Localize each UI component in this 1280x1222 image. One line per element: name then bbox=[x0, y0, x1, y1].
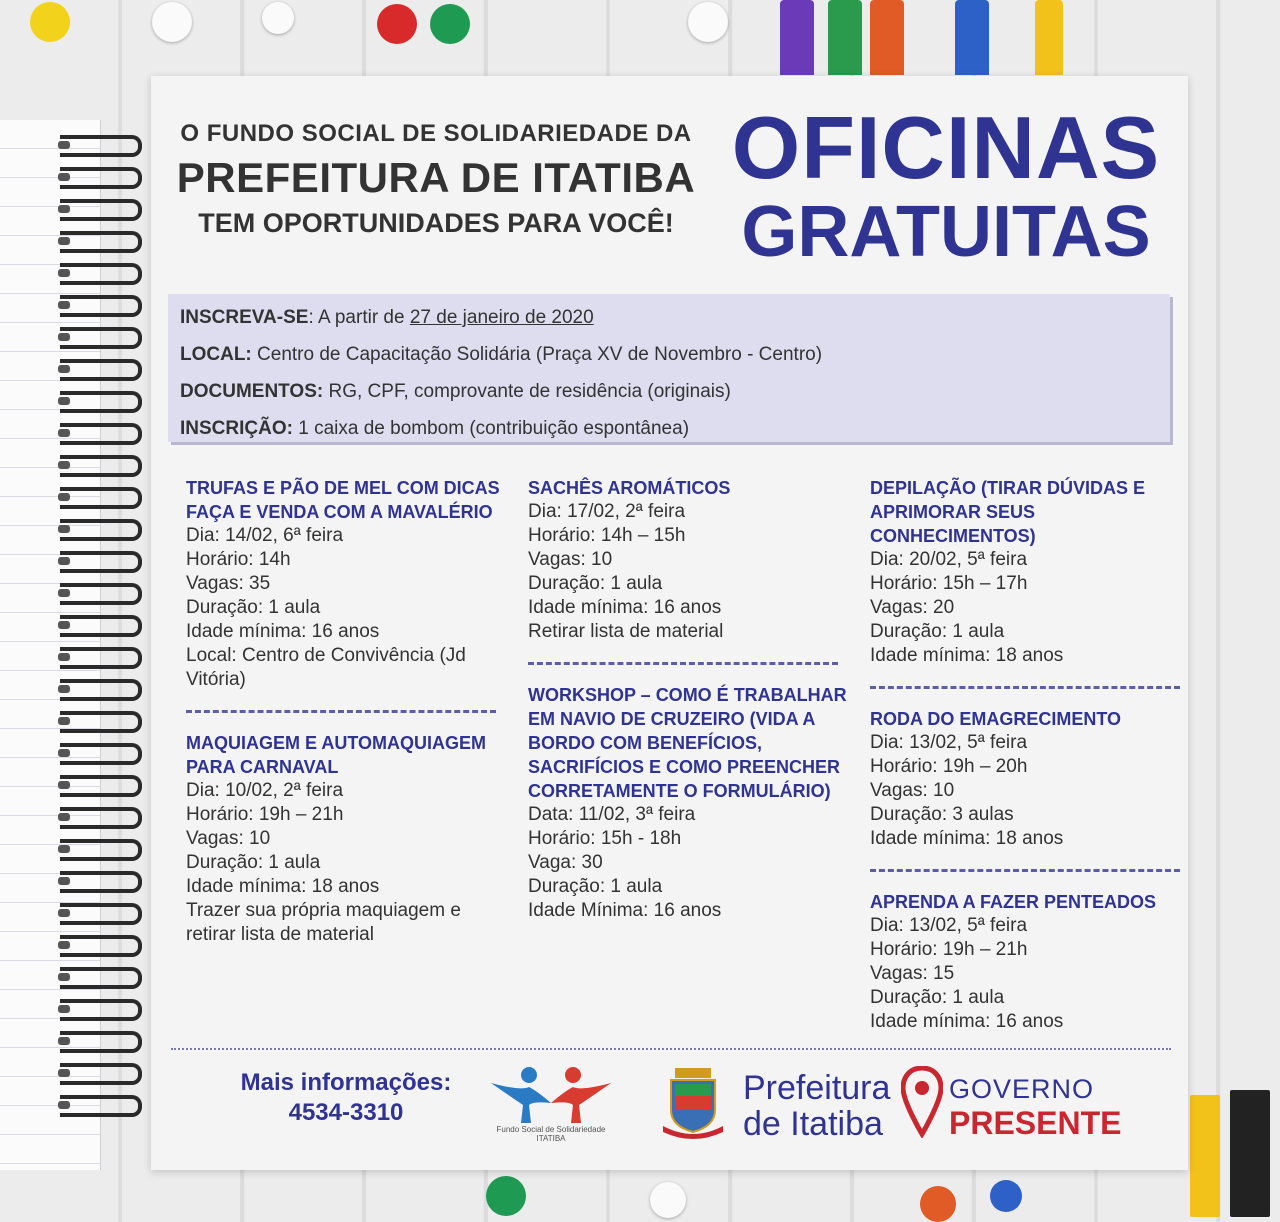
documentos-label: DOCUMENTOS: bbox=[180, 381, 324, 402]
spiral-ring bbox=[60, 295, 142, 317]
workshop-title: MAQUIAGEM E AUTOMAQUIAGEM PARA CARNAVAL bbox=[186, 733, 486, 777]
workshop-title: RODA DO EMAGRECIMENTO bbox=[870, 709, 1122, 729]
governo-presente-logo bbox=[949, 1072, 1121, 1140]
blue-marker-decoration bbox=[955, 0, 989, 75]
workshop-date: Data: 11/02, 3ª feira bbox=[528, 804, 696, 825]
notebook-decoration bbox=[0, 120, 101, 1170]
spiral-ring bbox=[60, 615, 142, 637]
workshop-time: Horário: 19h – 21h bbox=[186, 804, 344, 825]
red-pin-decoration bbox=[377, 4, 417, 44]
workshop-title: WORKSHOP – COMO É TRABALHAR EM NAVIO DE CRUZEIRO (VIDA A BORDO COM BENEFÍCIOS, SACRIFÍCIOS E COMO PREENCHER CORRETAMENTE O FORMULÁRIO) bbox=[528, 685, 847, 801]
workshop-title: DEPILAÇÃO (TIRAR DÚVIDAS E APRIMORAR SEUS CONHECIMENTOS) bbox=[870, 478, 1146, 546]
spiral-ring bbox=[60, 199, 142, 221]
spiral-ring bbox=[60, 583, 142, 605]
presente-text: PRESENTE bbox=[949, 1105, 1122, 1141]
green-pin-decoration bbox=[430, 4, 470, 44]
workshop-seats: Vagas: 20 bbox=[870, 597, 955, 618]
fundo-social-city: ITATIBA bbox=[536, 1134, 566, 1143]
workshop-time: Horário: 14h bbox=[186, 549, 291, 570]
spiral-ring bbox=[60, 743, 142, 765]
workshop-duration: Duração: 1 aula bbox=[870, 987, 1005, 1008]
workshop-depilacao bbox=[870, 476, 1190, 668]
info-row-local bbox=[180, 339, 1170, 376]
spiral-ring bbox=[60, 263, 142, 285]
dashed-divider bbox=[186, 710, 496, 713]
spiral-ring bbox=[60, 679, 142, 701]
spiral-ring bbox=[60, 231, 142, 253]
spiral-ring bbox=[60, 551, 142, 573]
workshop-column-1 bbox=[186, 476, 506, 965]
contact-label: Mais informações: bbox=[240, 1069, 452, 1096]
dashed-divider bbox=[870, 869, 1180, 872]
spiral-ring bbox=[60, 327, 142, 349]
workshop-min-age: Idade mínima: 18 anos bbox=[186, 876, 380, 897]
prefeitura-line-1: Prefeitura bbox=[743, 1069, 891, 1107]
workshop-column-3 bbox=[870, 476, 1190, 1052]
prefeitura-line-2: de Itatiba bbox=[743, 1105, 883, 1143]
workshop-roda bbox=[870, 707, 1190, 851]
workshop-trufas bbox=[186, 476, 506, 692]
info-row-documentos bbox=[180, 376, 1170, 413]
yellow-pencil-decoration bbox=[1190, 1095, 1220, 1217]
header-line-2: PREFEITURA DE ITATIBA bbox=[176, 154, 696, 201]
blue-pin-decoration bbox=[990, 1180, 1022, 1212]
documentos-value: RG, CPF, comprovante de residência (originais) bbox=[323, 381, 731, 402]
header-line-3: TEM OPORTUNIDADES PARA VOCÊ! bbox=[198, 208, 674, 238]
workshop-min-age: Idade mínima: 18 anos bbox=[870, 645, 1064, 666]
fundo-social-caption-text: Fundo Social de Solidariedade bbox=[496, 1125, 606, 1134]
workshop-min-age: Idade Mínima: 16 anos bbox=[528, 900, 722, 921]
spiral-ring bbox=[60, 487, 142, 509]
workshop-penteados bbox=[870, 890, 1190, 1034]
workshop-time: Horário: 19h – 21h bbox=[870, 939, 1028, 960]
spiral-ring bbox=[60, 167, 142, 189]
workshop-location: Local: Centro de Convivência (Jd Vitória) bbox=[186, 645, 466, 690]
info-panel bbox=[168, 294, 1170, 442]
workshop-note: Trazer sua própria maquiagem e retirar lista de material bbox=[186, 900, 461, 945]
workshop-duration: Duração: 1 aula bbox=[870, 621, 1005, 642]
spiral-ring bbox=[60, 999, 142, 1021]
inscreva-prefix: : A partir de bbox=[308, 307, 410, 328]
workshop-title: TRUFAS E PÃO DE MEL COM DICAS FAÇA E VENDA COM A MAVALÉRIO bbox=[186, 478, 500, 522]
workshop-date: Dia: 13/02, 5ª feira bbox=[870, 732, 1028, 753]
workshop-column-2 bbox=[528, 476, 848, 941]
white-pin-decoration bbox=[688, 2, 728, 42]
info-row-inscricao bbox=[180, 413, 1170, 450]
local-label: LOCAL: bbox=[180, 344, 252, 365]
header-line-1: O FUNDO SOCIAL DE SOLIDARIEDADE DA bbox=[180, 120, 692, 147]
inscricao-label: INSCRIÇÃO: bbox=[180, 418, 293, 439]
spiral-ring bbox=[60, 967, 142, 989]
workshop-seats: Vagas: 10 bbox=[186, 828, 271, 849]
workshop-time: Horário: 15h – 17h bbox=[870, 573, 1028, 594]
orange-marker-decoration bbox=[870, 0, 904, 75]
green-pin-decoration bbox=[486, 1176, 526, 1216]
itatiba-coat-of-arms-icon bbox=[661, 1066, 725, 1140]
workshop-date: Dia: 13/02, 5ª feira bbox=[870, 915, 1028, 936]
purple-marker-decoration bbox=[780, 0, 814, 75]
workshop-min-age: Idade mínima: 18 anos bbox=[870, 828, 1064, 849]
spiral-ring bbox=[60, 839, 142, 861]
workshop-min-age: Idade mínima: 16 anos bbox=[528, 597, 722, 618]
workshop-note: Retirar lista de material bbox=[528, 621, 724, 642]
spiral-ring bbox=[60, 391, 142, 413]
workshop-title: APRENDA A FAZER PENTEADOS bbox=[870, 892, 1157, 912]
governo-text: GOVERNO bbox=[949, 1074, 1095, 1104]
workshop-duration: Duração: 1 aula bbox=[528, 573, 663, 594]
spiral-ring bbox=[60, 775, 142, 797]
white-pin-decoration bbox=[650, 1182, 686, 1218]
spiral-ring bbox=[60, 807, 142, 829]
spiral-ring bbox=[60, 359, 142, 381]
workshop-date: Dia: 20/02, 5ª feira bbox=[870, 549, 1028, 570]
workshop-time: Horário: 19h – 20h bbox=[870, 756, 1028, 777]
contact-phone[interactable]: 4534-3310 bbox=[288, 1099, 404, 1126]
workshop-seats: Vagas: 10 bbox=[528, 549, 613, 570]
yellow-pin-decoration bbox=[30, 2, 70, 42]
contact-block bbox=[221, 1068, 471, 1128]
spiral-ring bbox=[60, 519, 142, 541]
workshop-duration: Duração: 3 aulas bbox=[870, 804, 1014, 825]
spiral-ring bbox=[60, 871, 142, 893]
workshop-seats: Vagas: 15 bbox=[870, 963, 955, 984]
info-row-inscreva bbox=[180, 302, 1170, 339]
workshop-cruzeiro bbox=[528, 683, 848, 923]
local-value: Centro de Capacitação Solidária (Praça XV de Novembro - Centro) bbox=[251, 344, 823, 365]
workshop-title: SACHÊS AROMÁTICOS bbox=[528, 478, 731, 498]
workshop-seats: Vagas: 10 bbox=[870, 780, 955, 801]
footer-divider bbox=[171, 1048, 1171, 1050]
workshop-date: Dia: 14/02, 6ª feira bbox=[186, 525, 344, 546]
workshop-duration: Duração: 1 aula bbox=[528, 876, 663, 897]
spiral-ring bbox=[60, 711, 142, 733]
workshop-seats: Vaga: 30 bbox=[528, 852, 603, 873]
header-block bbox=[171, 116, 701, 242]
workshop-min-age: Idade mínima: 16 anos bbox=[186, 621, 380, 642]
workshop-maquiagem bbox=[186, 731, 506, 947]
yellow-marker-decoration bbox=[1035, 0, 1063, 75]
black-pencil-decoration bbox=[1230, 1090, 1270, 1217]
workshop-saches bbox=[528, 476, 848, 644]
workshop-duration: Duração: 1 aula bbox=[186, 597, 321, 618]
spiral-ring bbox=[60, 1031, 142, 1053]
spiral-ring bbox=[60, 1095, 142, 1117]
spiral-ring bbox=[60, 455, 142, 477]
spiral-ring bbox=[60, 647, 142, 669]
spiral-ring bbox=[60, 1063, 142, 1085]
workshop-time: Horário: 14h – 15h bbox=[528, 525, 686, 546]
inscreva-date: 27 de janeiro de 2020 bbox=[409, 307, 594, 328]
white-pin-decoration bbox=[262, 2, 294, 34]
workshop-duration: Duração: 1 aula bbox=[186, 852, 321, 873]
inscricao-value: 1 caixa de bombom (contribuição espontânea) bbox=[292, 418, 690, 439]
title-line-2: GRATUITAS bbox=[741, 192, 1151, 272]
white-pin-decoration bbox=[152, 2, 192, 42]
inscreva-label: INSCREVA-SE bbox=[180, 307, 309, 328]
workshop-seats: Vagas: 35 bbox=[186, 573, 271, 594]
dashed-divider bbox=[870, 686, 1180, 689]
spiral-ring bbox=[60, 135, 142, 157]
prefeitura-logo-text bbox=[743, 1070, 890, 1142]
flyer-card bbox=[151, 76, 1188, 1170]
location-pin-icon bbox=[901, 1066, 943, 1138]
page-title bbox=[726, 98, 1166, 274]
title-line-1: OFICINAS bbox=[731, 98, 1161, 197]
spiral-ring bbox=[60, 423, 142, 445]
green-marker-decoration bbox=[828, 0, 862, 75]
spiral-ring bbox=[60, 903, 142, 925]
spiral-ring bbox=[60, 935, 142, 957]
workshop-date: Dia: 17/02, 2ª feira bbox=[528, 501, 686, 522]
workshop-min-age: Idade mínima: 16 anos bbox=[870, 1011, 1064, 1032]
fundo-social-caption bbox=[481, 1125, 621, 1143]
workshop-time: Horário: 15h - 18h bbox=[528, 828, 682, 849]
dashed-divider bbox=[528, 662, 838, 665]
workshop-date: Dia: 10/02, 2ª feira bbox=[186, 780, 344, 801]
